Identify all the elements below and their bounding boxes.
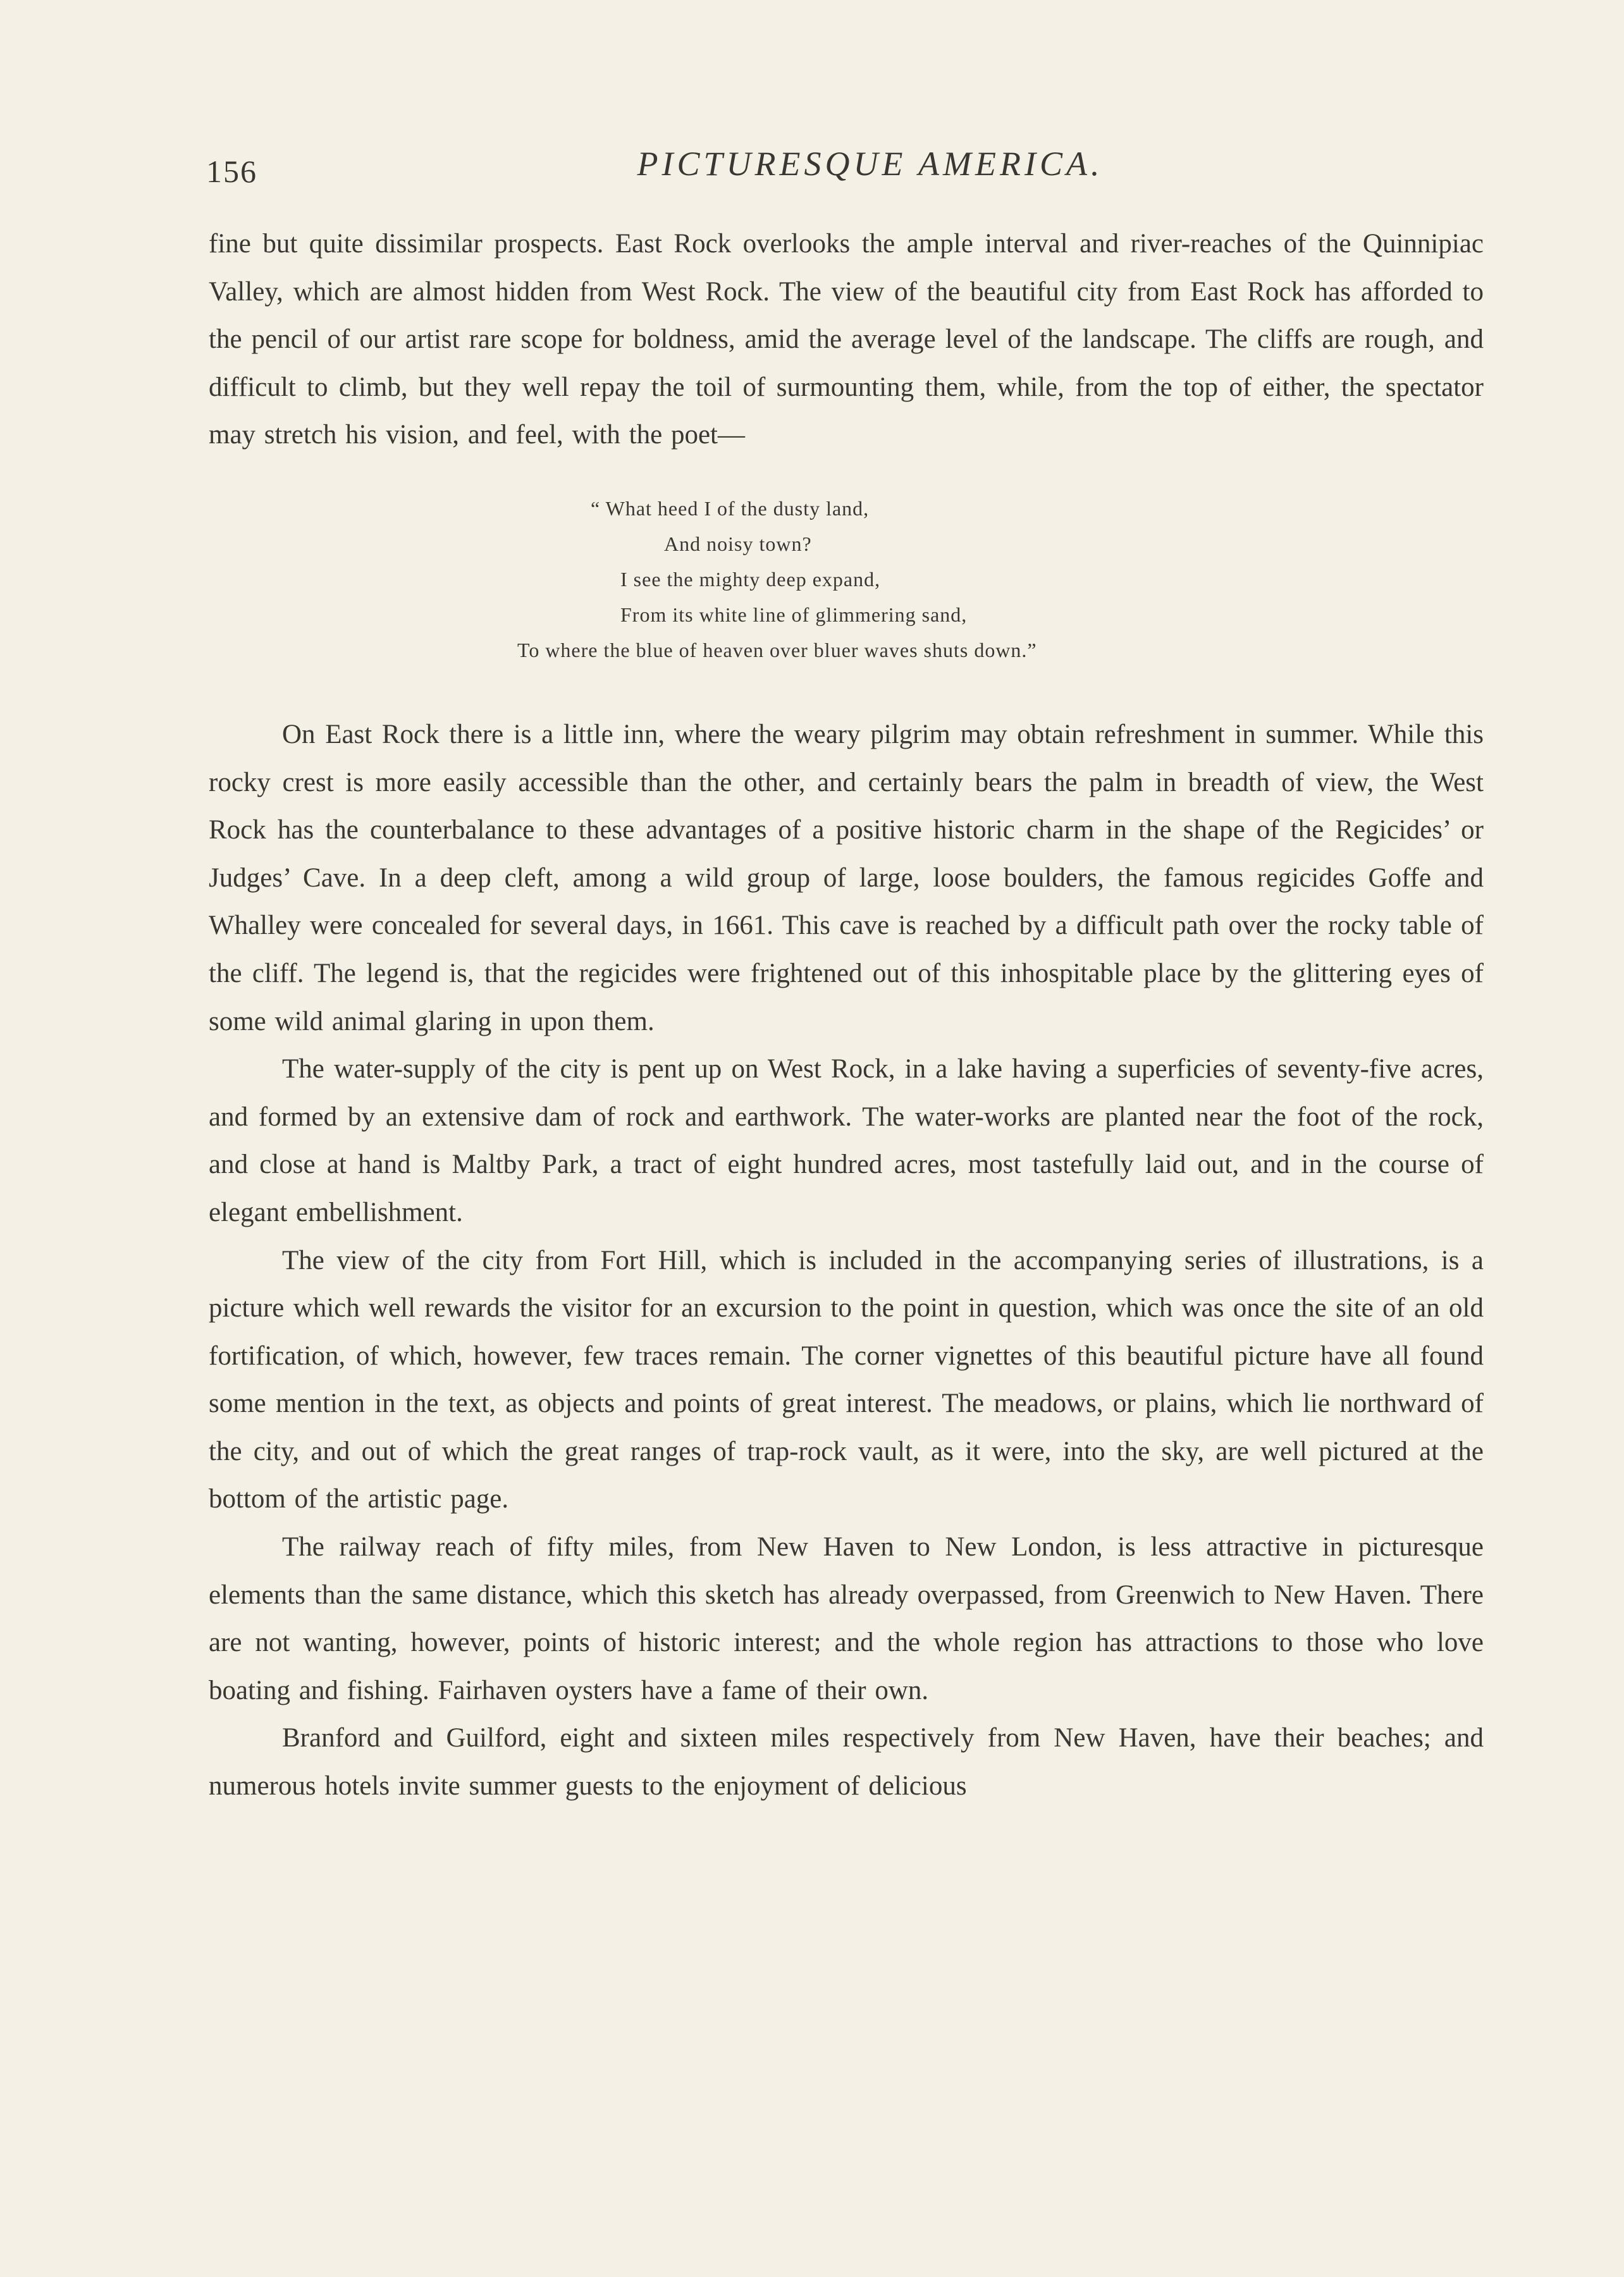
paragraph-2: On East Rock there is a little inn, where the weary pilgrim may obtain refreshment in summer. While this rocky crest is more easily accessible than the other, and certainly bears the palm in breadth of view, the West Rock has the counterbalance to these advantages of a positive historic charm in the shape of the Regicides’ or Judges’ Cave. In a deep cleft, among a wild group of large, loose boulders, the famous regicides Goffe and Whalley were concealed for several days, in 1661. This cave is reached by a difficult path over the rocky table of the cliff. The legend is, that the regicides were frightened out of this inhospitable place by the glittering eyes of some wild animal glaring in upon them. xyxy=(209,719,1484,1036)
poem-line-3: I see the mighty deep expand, xyxy=(620,567,881,591)
paragraph-4: The view of the city from Fort Hill, which is included in the accompanying series of illustrations, is a picture which well rewards the visitor for an excursion to the point in question, which was once the site of an old fortification, of which, however, few traces remain. The corner vignettes of this beautiful picture have all found some mention in the text, as objects and points of great interest. The meadows, or plains, which lie northward of the city, and out of which the great ranges of trap-rock vault, as it were, into the sky, are well pictured at the bottom of the artistic page. xyxy=(209,1245,1484,1514)
paragraph-3: The water-supply of the city is pent up on West Rock, in a lake having a superficies of seventy-five acres, and formed by an extensive dam of rock and earthwork. The water-works are planted near the foot of the rock, and close at hand is Maltby Park, a tract of eight hundred acres, most tastefully laid out, and in the course of elegant embellishment. xyxy=(209,1054,1484,1227)
page-number: 156 xyxy=(206,154,257,189)
page-header xyxy=(206,144,1484,201)
poem-line-5: To where the blue of heaven over bluer waves shuts down.” xyxy=(517,638,1037,661)
poem-line-4: From its white line of glimmering sand, xyxy=(620,603,968,626)
poem-quote xyxy=(209,491,1484,668)
paragraph-5: The railway reach of fifty miles, from New Haven to New London, is less attractive in picturesque elements than the same distance, which this sketch has already overpassed, from Greenwich to New Haven. There are not wanting, however, points of historic interest; and the whole region has attractions to those who love boating and fishing. Fairhaven oysters have a fame of their own. xyxy=(209,1532,1484,1705)
body-text xyxy=(209,220,1484,1810)
paragraph-1: fine but quite dissimilar prospects. East Rock overlooks the ample interval and river-reaches of the Quinnipiac Valley, which are almost hidden from West Rock. The view of the beautiful city from East Rock has afforded to the pencil of our artist rare scope for boldness, amid the average level of the landscape. The cliffs are rough, and difficult to climb, but they well repay the toil of surmounting them, while, from the top of either, the spectator may stretch his vision, and feel, with the poet— xyxy=(209,229,1484,450)
poem-line-2: And noisy town? xyxy=(664,532,812,555)
paragraph-6: Branford and Guilford, eight and sixteen miles respectively from New Haven, have their beaches; and numerous hotels invite summer guests to the enjoyment of delicious xyxy=(209,1723,1484,1801)
poem-line-1: “ What heed I of the dusty land, xyxy=(591,496,870,520)
running-title: PICTURESQUE AMERICA. xyxy=(637,145,1104,183)
